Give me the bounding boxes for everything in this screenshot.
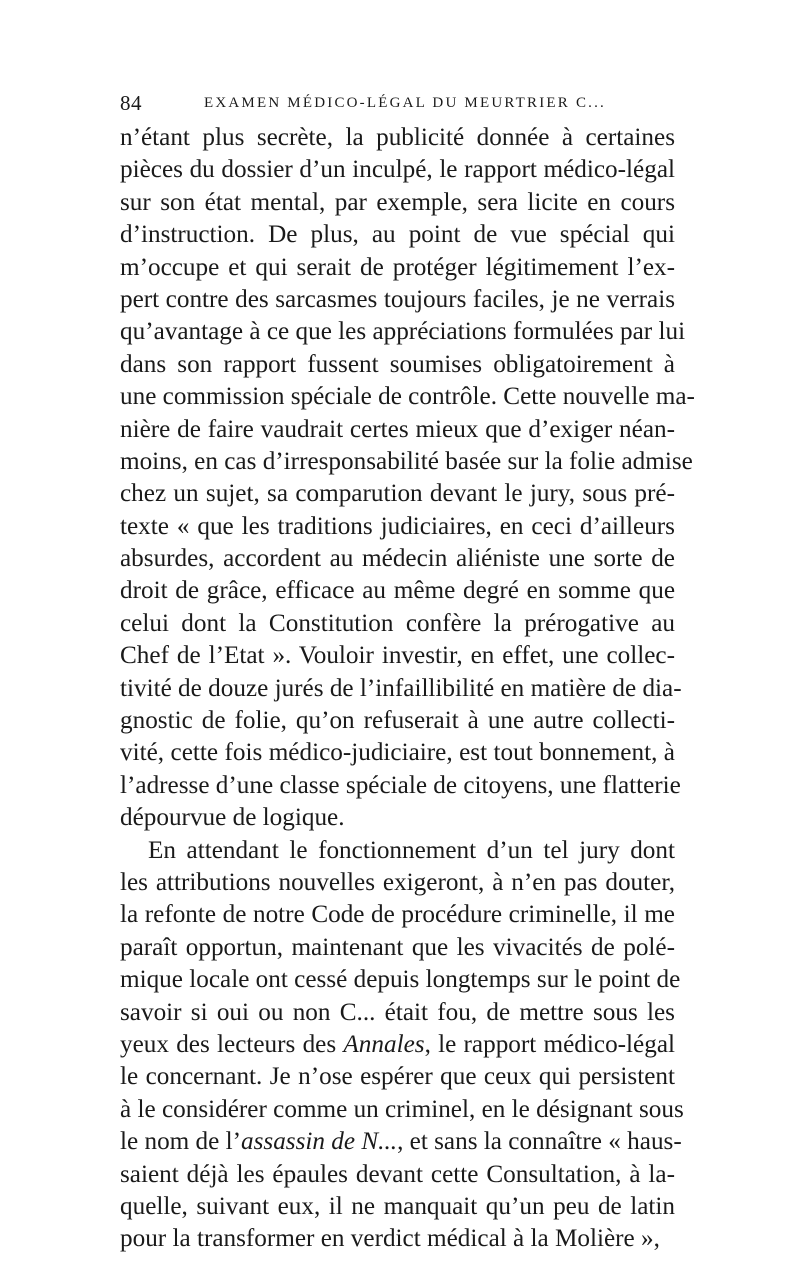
text-line: savoir si oui ou non C... était fou, de mettre sous les [120,998,675,1026]
text-line: sur son état mental, par exemple, sera licite en cours [120,188,675,216]
text-line: texte « que les traditions judiciaires, en ceci d’ailleurs [120,512,675,540]
page-number: 84 [120,91,142,115]
text-line: gnostic de folie, qu’on refuserait à une autre collecti- [120,707,675,735]
text-line: vité, cette fois médico-judiciaire, est tout bonnement, à [120,739,675,767]
text-line: m’occupe et qui serait de protéger légitimement l’ex- [120,253,675,281]
paragraph-1 [120,122,695,835]
text-line: absurdes, accordent au médecin aliéniste une sorte de [120,545,675,573]
journal-title: Annales [343,1030,425,1058]
text-line: l’adresse d’une classe spéciale de citoyens, une flatterie [120,771,681,799]
text-line: pert contre des sarcasmes toujours faciles, je ne verrais [120,285,675,313]
text-line: droit de grâce, efficace au même degré en somme que [120,577,675,605]
text-line: la refonte de notre Code de procédure criminelle, il me [120,901,675,929]
text-line: nière de faire vaudrait certes mieux que d’exiger néan- [120,415,675,443]
text-line: paraît opportun, maintenant que les vivacités de polé- [120,933,675,961]
italic-phrase: assassin de N... [241,1128,398,1156]
text-segment: le nom de l’ [120,1128,242,1156]
text-line: saient déjà les épaules devant cette Consultation, à la- [120,1160,675,1188]
text-line: moins, en cas d’irresponsabilité basée sur la folie admise [120,447,693,475]
text-line: celui dont la Constitution confère la prérogative au [120,609,675,637]
text-line: les attributions nouvelles exigeront, à n’en pas douter, [120,868,675,896]
text-line: En attendant le fonctionnement d’un tel jury dont [148,836,675,864]
text-line: quelle, suivant eux, il ne manquait qu’un peu de latin [120,1192,675,1220]
paragraph-2 [120,835,684,1256]
text-segment: , le rapport médico-légal [424,1030,675,1058]
text-line: Chef de l’Etat ». Vouloir investir, en effet, une collec- [120,642,675,670]
text-line: dépourvue de logique. [120,804,345,832]
text-segment: , et sans la connaître « haus- [397,1128,682,1156]
text-segment: yeux des lecteurs des [120,1030,344,1058]
text-line: chez un sujet, sa comparution devant le jury, sous pré- [120,480,675,508]
running-head [120,91,690,121]
text-line: une commission spéciale de contrôle. Cette nouvelle ma- [120,383,695,411]
text-line: pièces du dossier d’un inculpé, le rapport médico-légal [120,156,675,184]
text-line: pour la transformer en verdict médical à la Molière », [120,1225,660,1253]
text-line: d’instruction. De plus, au point de vue spécial qui [120,221,675,249]
text-line: mique locale ont cessé depuis longtemps sur le point de [120,966,681,994]
text-line: dans son rapport fussent soumises obligatoirement à [120,350,675,378]
text-line: tivité de douze jurés de l’infaillibilité en matière de dia- [120,674,682,702]
text-line: à le considérer comme un criminel, en le désignant sous [120,1095,684,1123]
text-line: n’étant plus secrète, la publicité donnée à certaines [120,124,675,151]
text-line: qu’avantage à ce que les appréciations formulées par lui [120,318,686,346]
body-text [120,122,695,1256]
text-line [120,1126,682,1158]
text-line [120,1029,675,1061]
text-line: le concernant. Je n’ose espérer que ceux qui persistent [120,1063,675,1091]
running-title: EXAMEN MÉDICO-LÉGAL DU MEURTRIER C... [204,95,607,111]
